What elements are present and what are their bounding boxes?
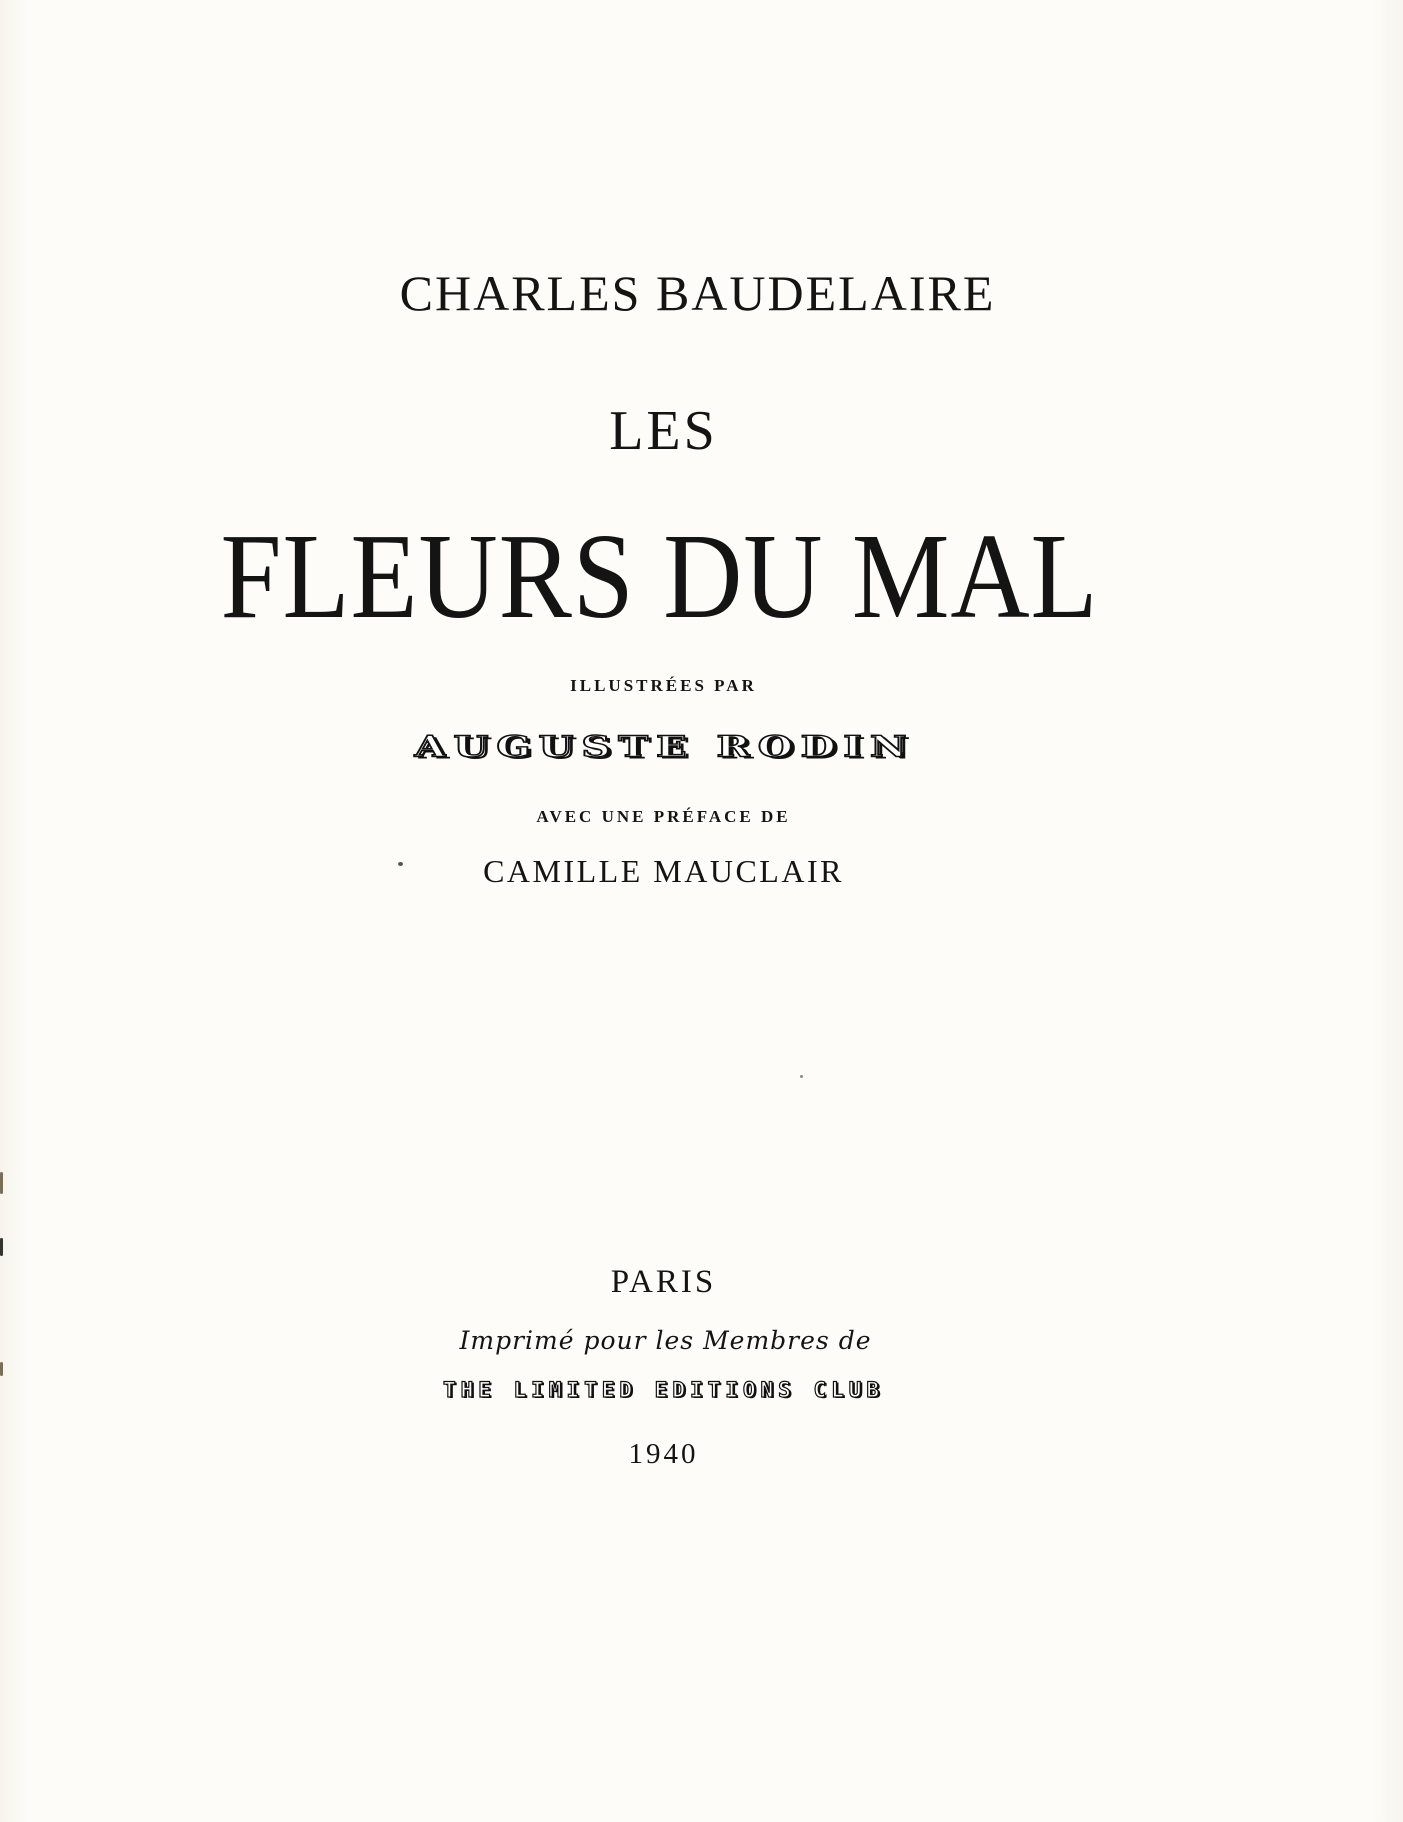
preface-label: AVEC UNE PRÉFACE DE	[536, 807, 791, 826]
imprint-city: PARIS	[610, 1264, 717, 1300]
imprint-publisher: THE LIMITED EDITIONS CLUB	[442, 1378, 885, 1402]
paper-speck	[800, 1075, 803, 1078]
binding-edge-mark	[0, 1362, 3, 1376]
illustrated-by-label: ILLUSTRÉES PAR	[570, 676, 757, 695]
title-article: LES	[609, 400, 718, 462]
book-title: FLEURS DU MAL	[220, 509, 1099, 644]
imprint-year: 1940	[628, 1438, 699, 1470]
binding-edge-mark	[0, 1172, 3, 1194]
illustrator-name: AUGUSTE RODIN	[414, 729, 915, 764]
imprint-printed-for: Imprimé pour les Membres de	[459, 1326, 872, 1355]
author-name: CHARLES BAUDELAIRE	[399, 265, 996, 321]
preface-author: CAMILLE MAUCLAIR	[483, 853, 844, 889]
paper-speck	[398, 862, 403, 866]
binding-edge-mark	[0, 1238, 3, 1256]
